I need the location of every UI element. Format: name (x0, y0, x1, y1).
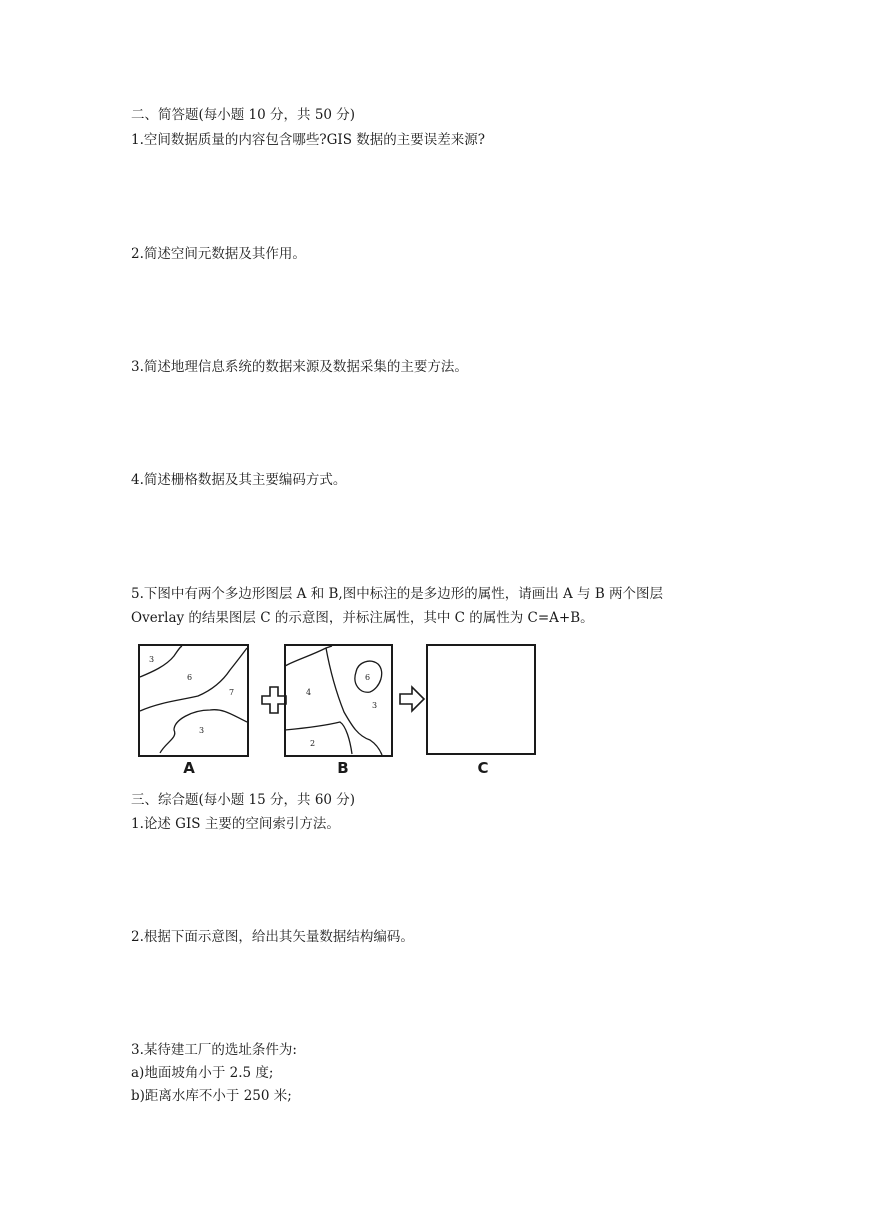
question-2-4: 4.简述栅格数据及其主要编码方式。 (131, 472, 347, 488)
question-3-1: 1.论述 GIS 主要的空间索引方法。 (131, 816, 340, 832)
question-3-3: 3.某待建工厂的选址条件为: (131, 1042, 297, 1058)
layer-c-map (427, 645, 535, 754)
question-2-1: 1.空间数据质量的内容包含哪些?GIS 数据的主要误差来源? (131, 132, 486, 148)
question-3-2: 2.根据下面示意图，给出其矢量数据结构编码。 (131, 929, 414, 945)
question-3-3-condition-b: b)距离水库不小于 250 米; (131, 1088, 292, 1104)
question-3-3-condition-a: a)地面坡角小于 2.5 度; (131, 1065, 274, 1081)
layer-a-value-4: 3 (199, 726, 205, 735)
question-2-5-line1: 5.下图中有两个多边形图层 A 和 B,图中标注的是多边形的属性，请画出 A 与 B 两个图层 (131, 586, 664, 602)
arrow-right-icon (400, 687, 424, 711)
overlay-figure (130, 640, 540, 758)
layer-a-value-2: 6 (187, 673, 193, 682)
question-2-2: 2.简述空间元数据及其作用。 (131, 246, 306, 262)
layer-a-map (139, 645, 248, 756)
question-2-5-line2: Overlay 的结果图层 C 的示意图，并标注属性，其中 C 的属性为 C=A+B。 (131, 610, 594, 626)
section2-heading: 二、简答题(每小题 10 分，共 50 分) (131, 107, 356, 123)
plus-icon (262, 687, 286, 713)
layer-b-value-1: 4 (306, 688, 312, 697)
figure-label-c: C (477, 759, 489, 777)
layer-a-value-3: 7 (229, 688, 235, 697)
layer-a-value-1: 3 (149, 655, 155, 664)
layer-b-value-3: 3 (372, 701, 378, 710)
layer-b-value-4: 2 (310, 739, 316, 748)
question-2-3: 3.简述地理信息系统的数据来源及数据采集的主要方法。 (131, 359, 468, 375)
section3-heading: 三、综合题(每小题 15 分，共 60 分) (131, 792, 356, 808)
figure-label-b: B (337, 759, 349, 777)
layer-b-value-2: 6 (365, 673, 371, 682)
figure-label-a: A (183, 759, 195, 777)
